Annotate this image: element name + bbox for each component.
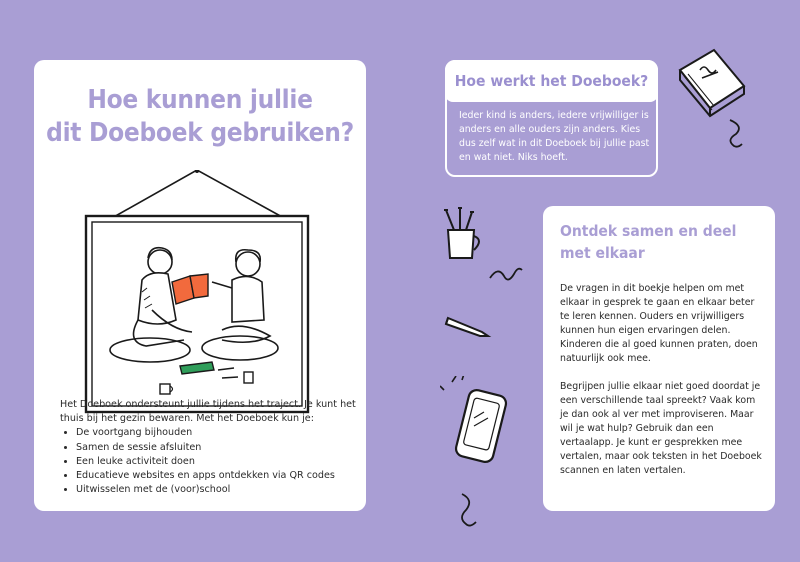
- list-item: • Een leuke activiteit doen: [76, 455, 360, 469]
- feature-list: [60, 426, 360, 497]
- squiggle-icon: [720, 118, 750, 150]
- list-item: • Samen de sessie afsluiten: [76, 441, 360, 455]
- title-line-1: Hoe kunnen jullie: [87, 85, 313, 115]
- list-item: • Uitwisselen met de (voor)school: [76, 483, 360, 497]
- page-title: [34, 84, 366, 150]
- how-it-works-title: Hoe werkt het Doeboek?: [445, 60, 658, 102]
- smartphone-icon: [440, 376, 520, 476]
- squiggle-icon: [488, 260, 524, 288]
- discover-text: [560, 282, 765, 478]
- list-item: • Educatieve websites en apps ontdekken via QR codes: [76, 469, 360, 483]
- intro-text-block: [60, 398, 360, 497]
- book-icon: [672, 40, 752, 120]
- discover-title: Ontdek samen en deel met elkaar: [560, 222, 737, 262]
- pencil-icon: [444, 312, 494, 342]
- intro-card: [34, 60, 366, 511]
- discover-paragraph-1: De vragen in dit boekje helpen om met elkaar in gesprek te gaan en elkaar beter te leren kennen. Ouders en vrijwilligers kunnen hun eigen ervaringen delen. Kinderen die al goed kunnen praten, doen natuurlijk ook mee.: [560, 283, 758, 364]
- how-it-works-card: [445, 60, 658, 177]
- how-it-works-text: Ieder kind is anders, iedere vrijwilliger is anders en alle ouders zijn anders. Kies dus zelf wat in dit Doeboek bij jullie past en wat niet. Niks hoeft.: [459, 110, 650, 163]
- list-item: • De voortgang bijhouden: [76, 426, 360, 440]
- pencil-cup-icon: [436, 206, 486, 262]
- discover-paragraph-2: Begrijpen jullie elkaar niet goed doordat je een verschillende taal spreekt? Vaak kom je dan ook al ver met improviseren. Maar wil je wat hulp? Gebruik dan een vertaalapp. Je kunt er gesprekken mee vertalen, maar ook teksten in het Doeboek scannen en laten vertalen.: [560, 381, 762, 476]
- squiggle-icon: [454, 492, 484, 532]
- discover-card: [543, 206, 775, 511]
- intro-paragraph: Het Doeboek ondersteunt jullie tijdens het traject. Je kunt het thuis bij het gezin bewaren. Met het Doeboek kun je:: [60, 399, 356, 425]
- title-line-2: dit Doeboek gebruiken?: [46, 118, 354, 148]
